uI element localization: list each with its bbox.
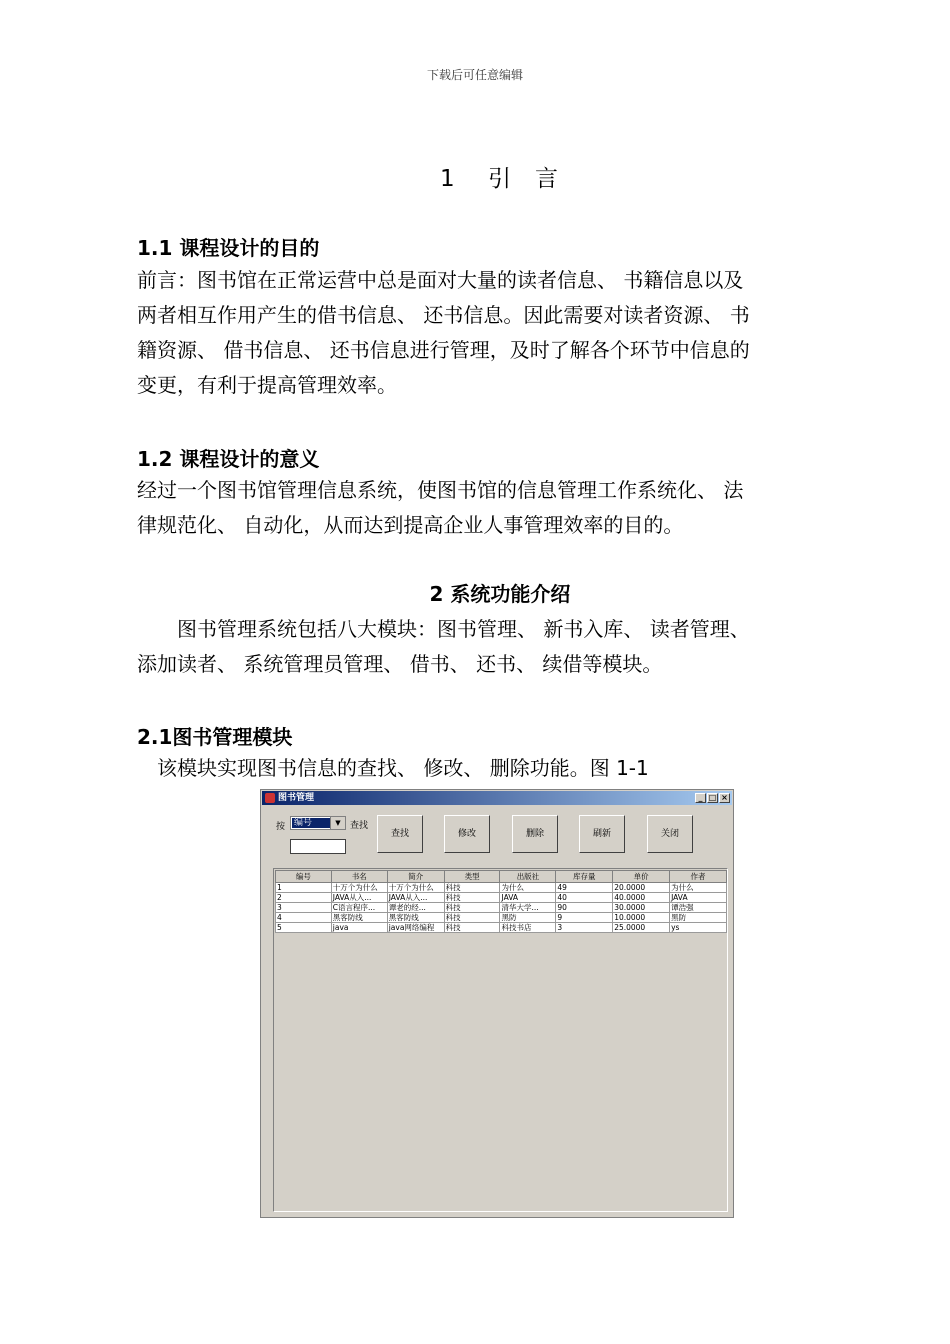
body-line: 两者相互作用产生的借书信息、 还书信息。因此需要对读者资源、 书 (137, 303, 750, 327)
section-1-1-body (137, 263, 857, 403)
table-cell[interactable]: 十万个为什么 (331, 883, 387, 893)
table-cell[interactable]: 49 (556, 883, 613, 893)
search-by-label: 按 (276, 822, 286, 832)
table-cell[interactable]: 谭浩强 (670, 903, 727, 913)
table-cell[interactable]: 科技书店 (500, 923, 556, 933)
table-cell[interactable]: java (331, 923, 387, 933)
window-title: 图书管理 (278, 793, 315, 803)
table-cell[interactable]: 10.0000 (613, 913, 670, 923)
minimize-button[interactable]: _ (695, 793, 706, 803)
body-line: 籍资源、 借书信息、 还书信息进行管理，及时了解各个环节中信息的 (137, 338, 750, 362)
table-cell[interactable]: 谭老的经... (387, 903, 444, 913)
section-2-1-body (137, 751, 857, 786)
app-icon (265, 793, 275, 803)
find-label: 查找 (350, 821, 369, 831)
table-cell[interactable]: 为什么 (670, 883, 727, 893)
body-line: 经过一个图书馆管理信息系统，使图书馆的信息管理工作系统化、 法 (137, 478, 744, 502)
table-cell[interactable]: 5 (276, 923, 332, 933)
search-input[interactable] (290, 839, 346, 854)
table-cell[interactable]: 黑客防线 (387, 913, 444, 923)
table-cell[interactable]: 1 (276, 883, 332, 893)
refresh-button[interactable]: 刷新 (579, 815, 625, 853)
books-table-container[interactable] (273, 868, 728, 1212)
body-line: 该模块实现图书信息的查找、 修改、 删除功能。图 1-1 (137, 756, 649, 780)
section-1-2-heading: 1.2 课程设计的意义 (137, 447, 320, 471)
close-window-button[interactable]: × (719, 793, 730, 803)
chapter-2-body (137, 612, 857, 682)
find-button[interactable]: 查找 (377, 815, 423, 853)
table-cell[interactable]: 20.0000 (613, 883, 670, 893)
section-2-1-heading: 2.1图书管理模块 (137, 725, 293, 749)
search-field-value: 编号 (292, 818, 330, 828)
table-cell[interactable]: 40 (556, 893, 613, 903)
body-line: 前言：图书馆在正常运营中总是面对大量的读者信息、 书籍信息以及 (137, 268, 744, 292)
column-header[interactable]: 作者 (670, 871, 727, 883)
column-header[interactable]: 书名 (331, 871, 387, 883)
chapter-1-number: 1 (440, 166, 457, 192)
table-cell[interactable]: 黑客防线 (331, 913, 387, 923)
table-cell[interactable]: 黑防 (670, 913, 727, 923)
table-cell[interactable]: 9 (556, 913, 613, 923)
body-line: 律规范化、 自动化，从而达到提高企业人事管理效率的目的。 (137, 513, 684, 537)
book-management-window (260, 789, 734, 1218)
table-cell[interactable]: JAVA从入... (387, 893, 444, 903)
table-cell[interactable]: JAVA (500, 893, 556, 903)
edit-button[interactable]: 修改 (444, 815, 490, 853)
table-cell[interactable]: 2 (276, 893, 332, 903)
table-cell[interactable]: 40.0000 (613, 893, 670, 903)
table-cell[interactable]: 4 (276, 913, 332, 923)
body-line: 图书管理系统包括八大模块：图书管理、 新书入库、 读者管理、 (137, 617, 750, 641)
table-cell[interactable]: 3 (556, 923, 613, 933)
search-field-select[interactable] (290, 816, 346, 830)
table-cell[interactable]: 科技 (444, 913, 500, 923)
column-header[interactable]: 库存量 (556, 871, 613, 883)
column-header[interactable]: 编号 (276, 871, 332, 883)
table-cell[interactable]: 科技 (444, 923, 500, 933)
table-row[interactable] (276, 923, 727, 933)
table-cell[interactable]: JAVA从入... (331, 893, 387, 903)
column-header[interactable]: 类型 (444, 871, 500, 883)
column-header[interactable]: 简介 (387, 871, 444, 883)
table-cell[interactable]: 十万个为什么 (387, 883, 444, 893)
chapter-2-title: 2 系统功能介绍 (429, 582, 571, 606)
table-cell[interactable]: 科技 (444, 883, 500, 893)
chapter-1-title (0, 160, 950, 193)
table-cell[interactable]: JAVA (670, 893, 727, 903)
section-1-1-heading: 1.1 课程设计的目的 (137, 236, 320, 260)
table-cell[interactable]: 科技 (444, 903, 500, 913)
table-row[interactable] (276, 913, 727, 923)
section-1-2-body (137, 473, 857, 543)
body-line: 添加读者、 系统管理员管理、 借书、 还书、 续借等模块。 (137, 652, 663, 676)
delete-button[interactable]: 删除 (512, 815, 558, 853)
table-cell[interactable]: ys (670, 923, 727, 933)
table-cell[interactable]: 90 (556, 903, 613, 913)
table-row[interactable] (276, 903, 727, 913)
books-table (275, 870, 727, 933)
chapter-1-title-a: 引 (487, 166, 513, 192)
column-header[interactable]: 单价 (613, 871, 670, 883)
chapter-1-title-b: 言 (534, 166, 560, 192)
table-cell[interactable]: java网络编程 (387, 923, 444, 933)
table-row[interactable] (276, 893, 727, 903)
body-line: 变更，有利于提高管理效率。 (137, 373, 397, 397)
table-cell[interactable]: 3 (276, 903, 332, 913)
table-cell[interactable]: 30.0000 (613, 903, 670, 913)
table-cell[interactable]: 科技 (444, 893, 500, 903)
table-cell[interactable]: 黑防 (500, 913, 556, 923)
column-header[interactable]: 出版社 (500, 871, 556, 883)
maximize-button[interactable]: □ (708, 793, 717, 802)
table-cell[interactable]: 25.0000 (613, 923, 670, 933)
window-titlebar (262, 791, 732, 805)
table-header-row (276, 871, 727, 883)
table-cell[interactable]: 清华大学... (500, 903, 556, 913)
chevron-down-icon[interactable]: ▼ (330, 817, 345, 829)
page-header: 下载后可任意编辑 (426, 68, 523, 82)
close-button[interactable]: 关闭 (647, 815, 693, 853)
table-row[interactable] (276, 883, 727, 893)
table-cell[interactable]: 为什么 (500, 883, 556, 893)
table-cell[interactable]: C语言程序... (331, 903, 387, 913)
